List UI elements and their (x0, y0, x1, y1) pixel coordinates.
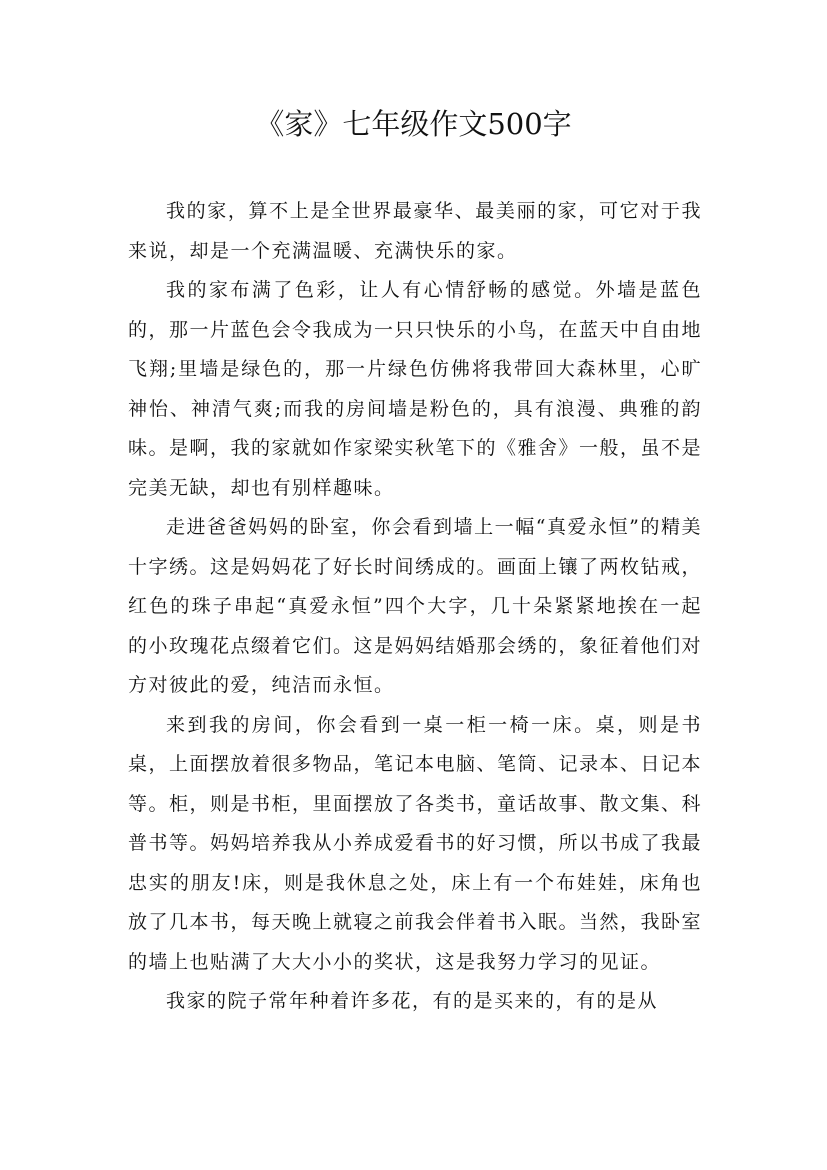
paragraph-5: 我家的院子常年种着许多花，有的是买来的，有的是从 (166, 990, 659, 1012)
document-title: 《家》七年级作文500字 (255, 107, 572, 141)
paragraph-1: 我的家，算不上是全世界最豪华、最美丽的家，可它对于我来说，却是一个充满温暖、充满快乐的家。 (128, 200, 702, 262)
paragraph-3: 走进爸爸妈妈的卧室，你会看到墙上一幅“真爱永恒”的精美十字绣。这是妈妈花了好长时间绣成的。画面上镶了两枚钻戒，红色的珠子串起“真爱永恒”四个大字，几十朵紧紧地挨在一起的小玫瑰花点缀着它们。这是妈妈结婚那会绣的，象征着他们对方对彼此的爱，纯洁而永恒。 (128, 516, 703, 696)
document-body (128, 192, 702, 1022)
paragraph-4: 来到我的房间，你会看到一桌一柜一椅一床。桌，则是书桌，上面摆放着很多物品，笔记本电脑、笔筒、记录本、日记本等。柜，则是书柜，里面摆放了各类书，童话故事、散文集、科普书等。妈妈培养我从小养成爱看书的好习惯，所以书成了我最忠实的朋友!床，则是我休息之处，床上有一个布娃娃，床角也放了几本书，每天晚上就寝之前我会伴着书入眠。当然，我卧室的墙上也贴满了大大小小的奖状，这是我努力学习的见证。 (128, 713, 703, 973)
paragraph-2: 我的家布满了色彩，让人有心情舒畅的感觉。外墙是蓝色的，那一片蓝色会令我成为一只只快乐的小鸟，在蓝天中自由地飞翔;里墙是绿色的，那一片绿色仿佛将我带回大森林里，心旷神怡、神清气爽;而我的房间墙是粉色的，具有浪漫、典雅的韵味。是啊，我的家就如作家梁实秋笔下的《雅舍》一般，虽不是完美无缺，却也有别样趣味。 (128, 279, 703, 499)
